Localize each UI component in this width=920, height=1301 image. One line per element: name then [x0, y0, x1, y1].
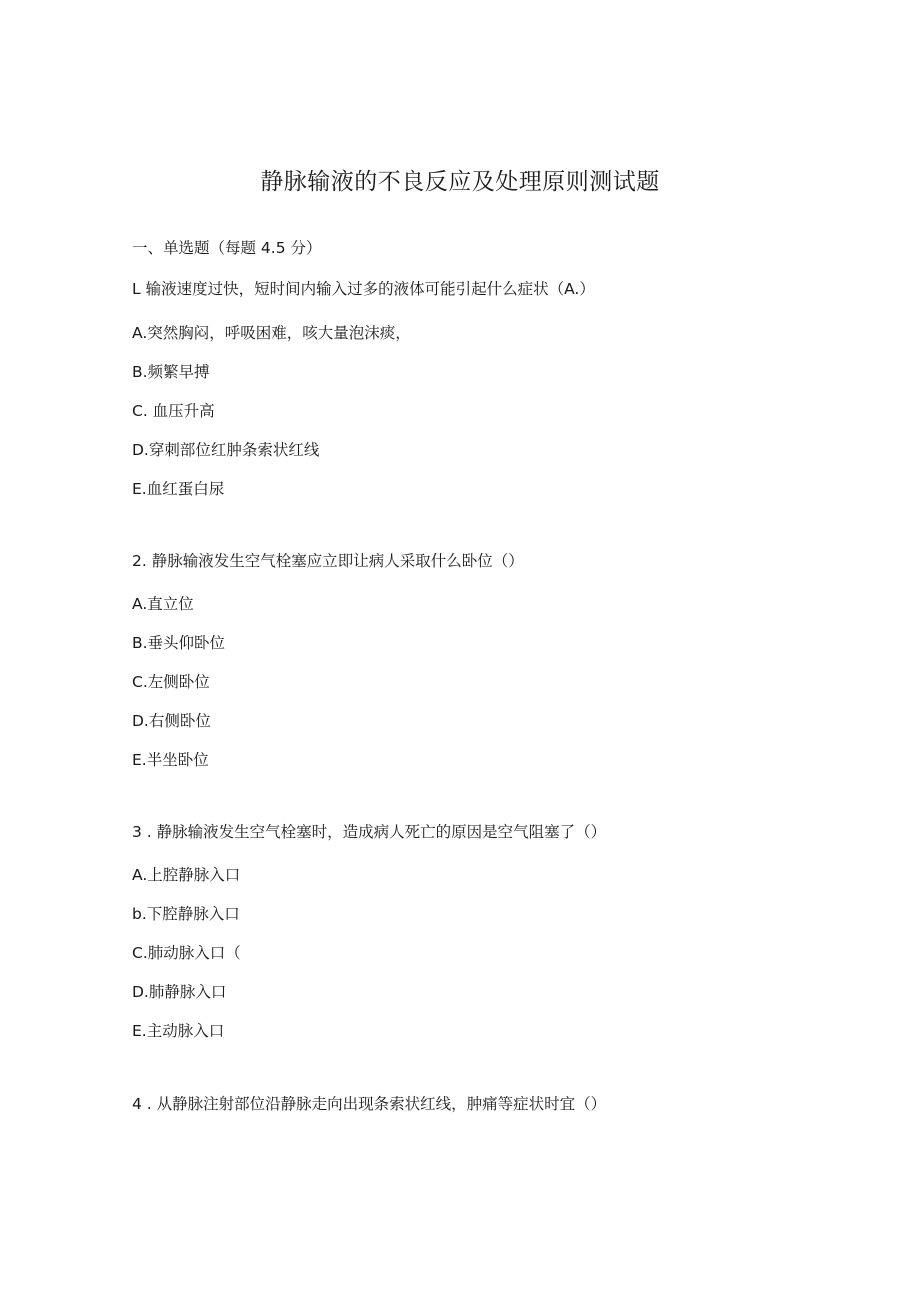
- question-1-option-e: E.血红蛋白尿: [132, 480, 225, 498]
- section-heading: 一、单选题（每题 4.5 分）: [132, 239, 322, 257]
- question-1-option-a: A.突然胸闷，呼吸困难，咳大量泡沫痰，: [132, 324, 411, 342]
- question-3-stem: 3 . 静脉输液发生空气栓塞时，造成病人死亡的原因是空气阻塞了（）: [132, 823, 607, 841]
- question-3-option-a: A.上腔静脉入口: [132, 866, 241, 884]
- question-2-option-b: B.垂头仰卧位: [132, 634, 226, 652]
- question-2-option-e: E.半坐卧位: [132, 751, 209, 769]
- question-1-option-c: C. 血压升高: [132, 402, 215, 420]
- question-3-option-e: E.主动脉入口: [132, 1022, 225, 1040]
- question-4-stem: 4 . 从静脉注射部位沿静脉走向出现条索状红线，肿痛等症状时宜（）: [132, 1095, 607, 1113]
- question-2-stem: 2. 静脉输液发生空气栓塞应立即让病人采取什么卧位（）: [132, 552, 524, 570]
- question-1-stem: L 输液速度过快，短时间内输入过多的液体可能引起什么症状（A.）: [132, 280, 595, 298]
- question-3-option-d: D.肺静脉入口: [132, 983, 227, 1001]
- question-2-option-a: A.直立位: [132, 595, 194, 613]
- question-2-option-d: D.右侧卧位: [132, 712, 211, 730]
- page-title: 静脉输液的不良反应及处理原则测试题: [260, 169, 660, 195]
- question-3-option-b: b.下腔静脉入口: [132, 905, 240, 923]
- question-3-option-c: C.肺动脉入口（: [132, 944, 241, 962]
- question-1-option-d: D.穿刺部位红肿条索状红线: [132, 441, 320, 459]
- question-2-option-c: C.左侧卧位: [132, 673, 210, 691]
- question-1-option-b: B.频繁早搏: [132, 363, 210, 381]
